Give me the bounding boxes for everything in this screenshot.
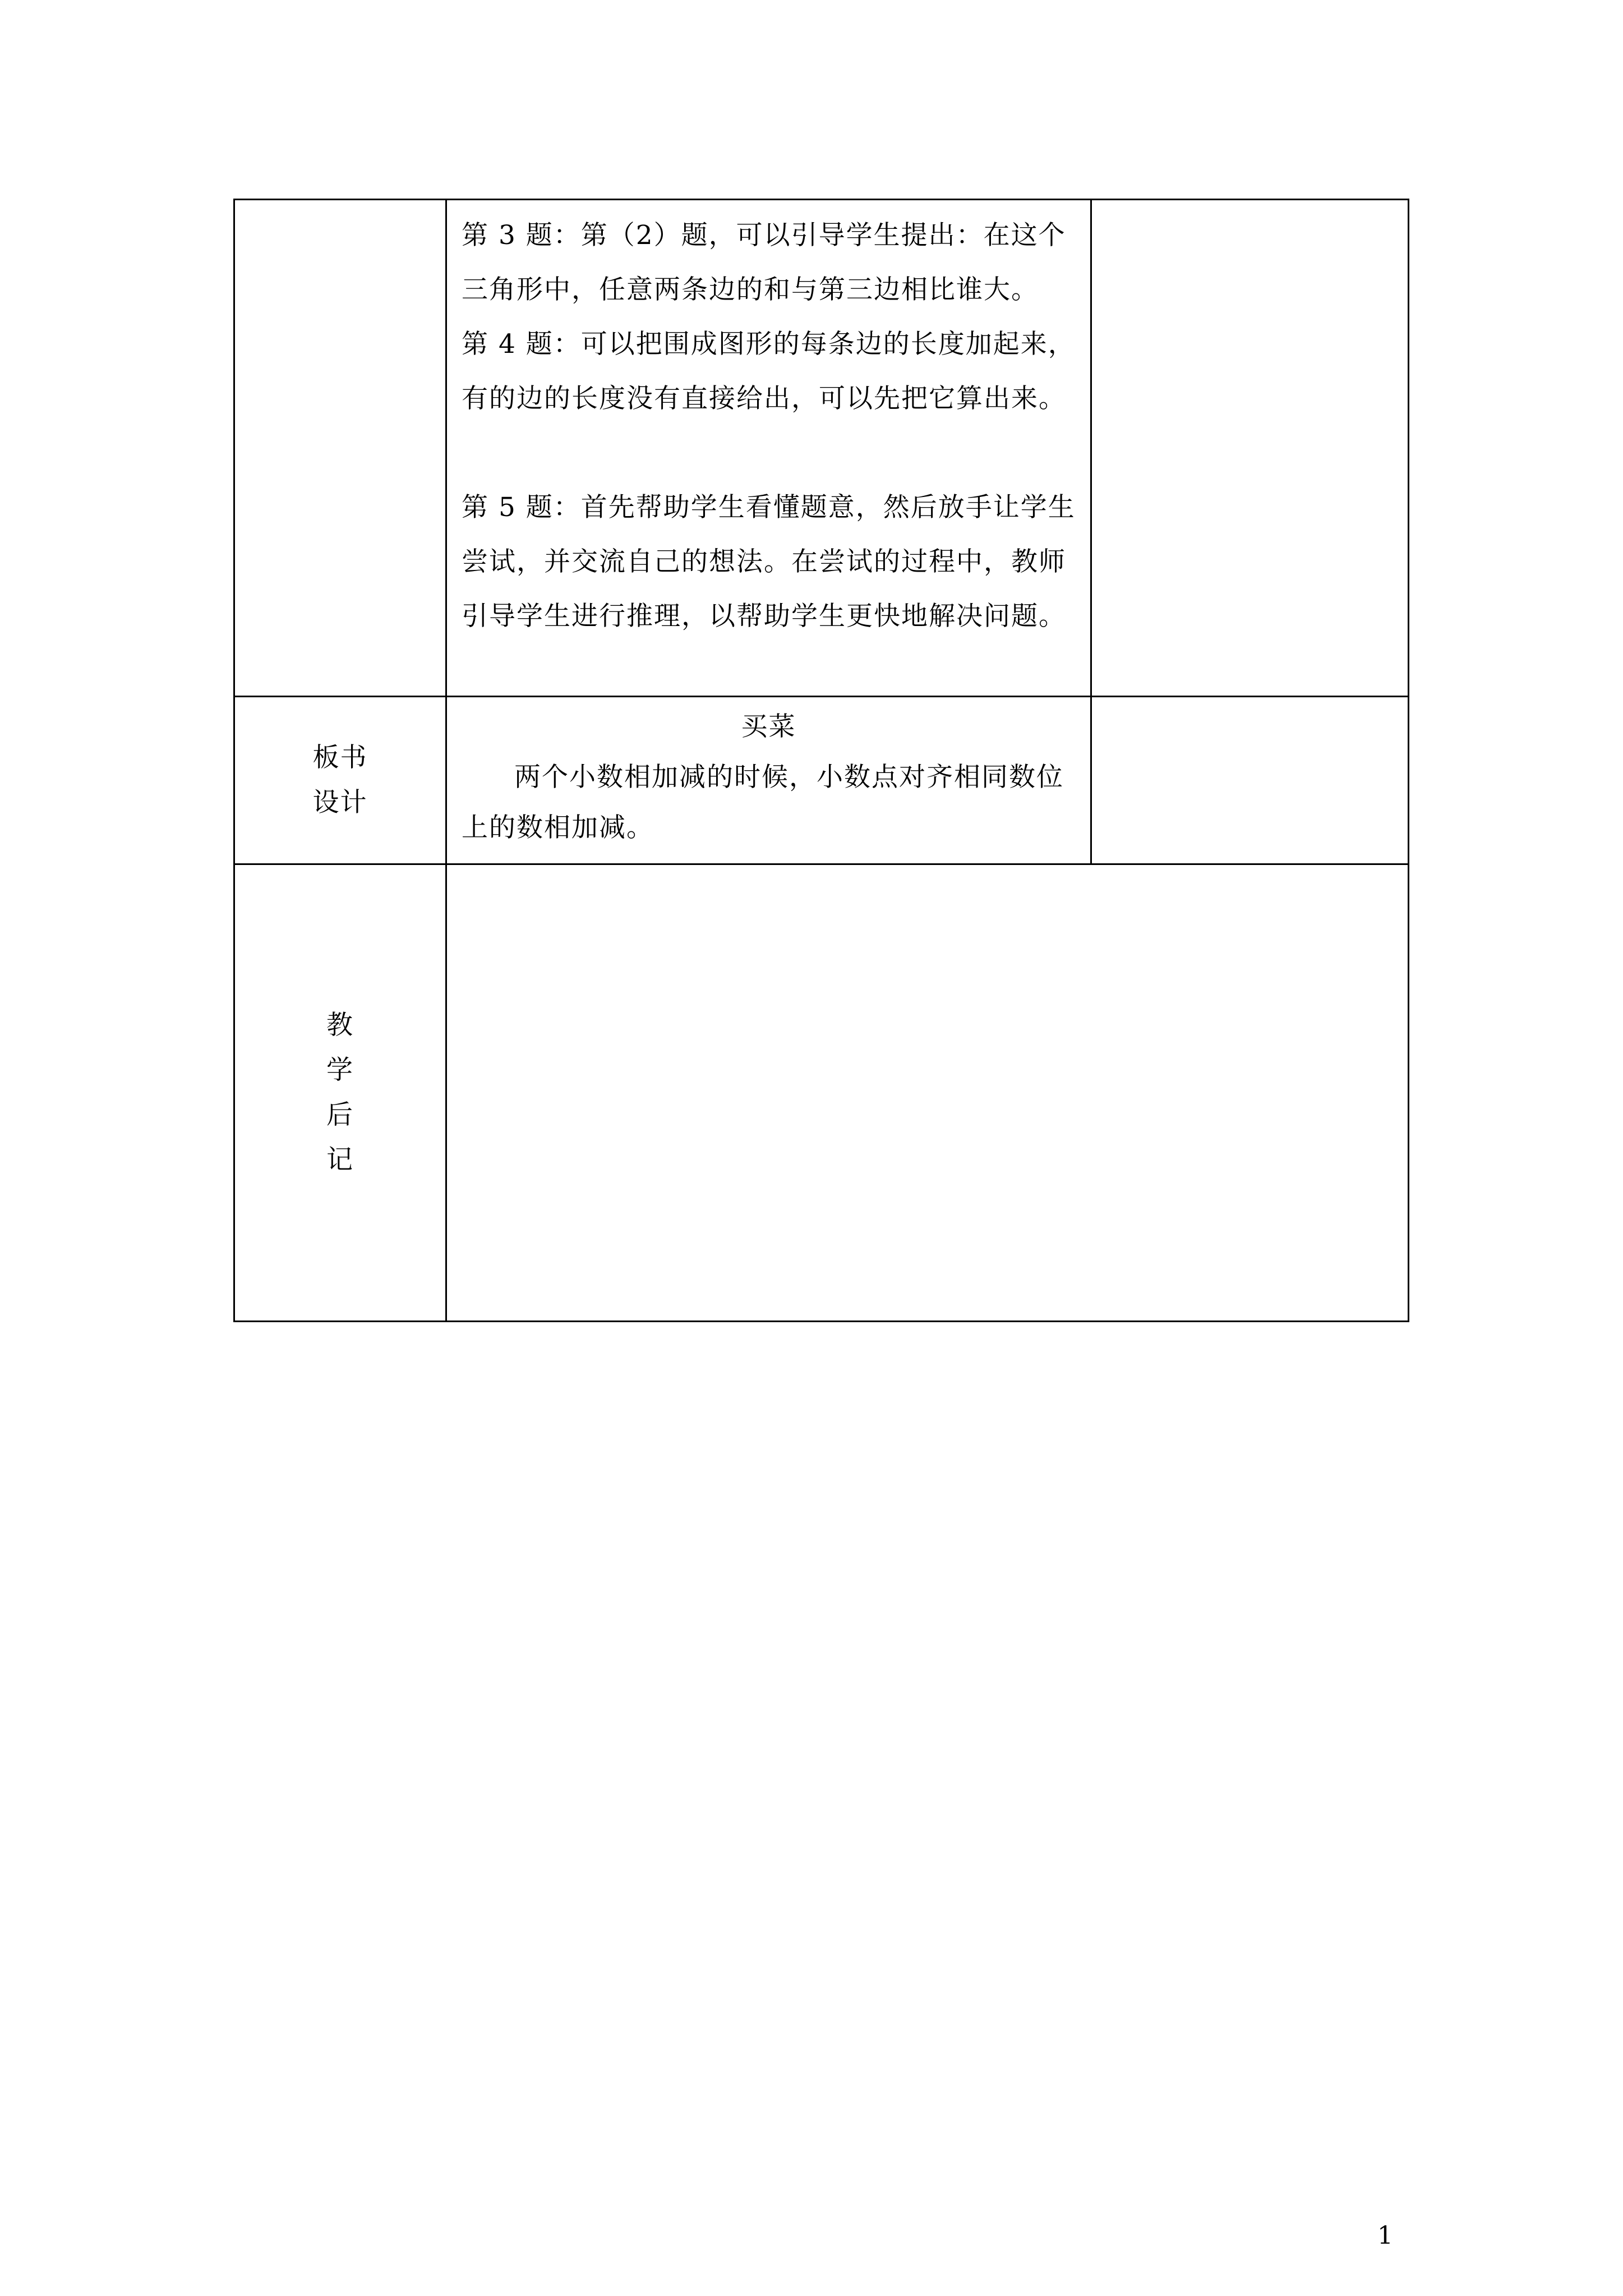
teaching-reflection-content-cell [446, 864, 1409, 1322]
row2-side-cell [1091, 697, 1409, 864]
row1-label-cell [234, 200, 446, 697]
reflection-label-char: 后 [326, 1099, 354, 1130]
board-design-label-line2: 设计 [312, 787, 368, 818]
reflection-label-char: 记 [326, 1144, 354, 1175]
exercise-3-note: 第 3 题：第（2）题，可以引导学生提出：在这个三角形中，任意两条边的和与第三边相比谁大。 [462, 220, 1066, 305]
reflection-label-char: 学 [326, 1055, 354, 1085]
board-design-label-line1: 板书 [312, 742, 368, 773]
table-row [234, 864, 1409, 1322]
board-design-label-cell [234, 697, 446, 864]
row1-side-cell [1091, 200, 1409, 697]
exercise-notes-cell [446, 200, 1091, 697]
table-row [234, 697, 1409, 864]
board-text: 两个小数相加减的时候，小数点对齐相同数位上的数相加减。 [462, 762, 1064, 843]
exercise-4-note: 第 4 题：可以把围成图形的每条边的长度加起来，有的边的长度没有直接给出，可以先把它算出来。 [462, 329, 1076, 414]
page-number: 1 [1377, 2221, 1393, 2250]
board-design-cell [446, 697, 1091, 864]
reflection-label-char: 教 [326, 1010, 354, 1041]
exercise-5-note: 第 5 题：首先帮助学生看懂题意，然后放手让学生尝试，并交流自己的想法。在尝试的过程中，教师引导学生进行推理，以帮助学生更快地解决问题。 [462, 492, 1076, 632]
table-row [234, 200, 1409, 697]
teaching-reflection-label-cell [234, 864, 446, 1322]
lesson-plan-table [233, 199, 1409, 1322]
board-title: 买菜 [741, 711, 796, 742]
